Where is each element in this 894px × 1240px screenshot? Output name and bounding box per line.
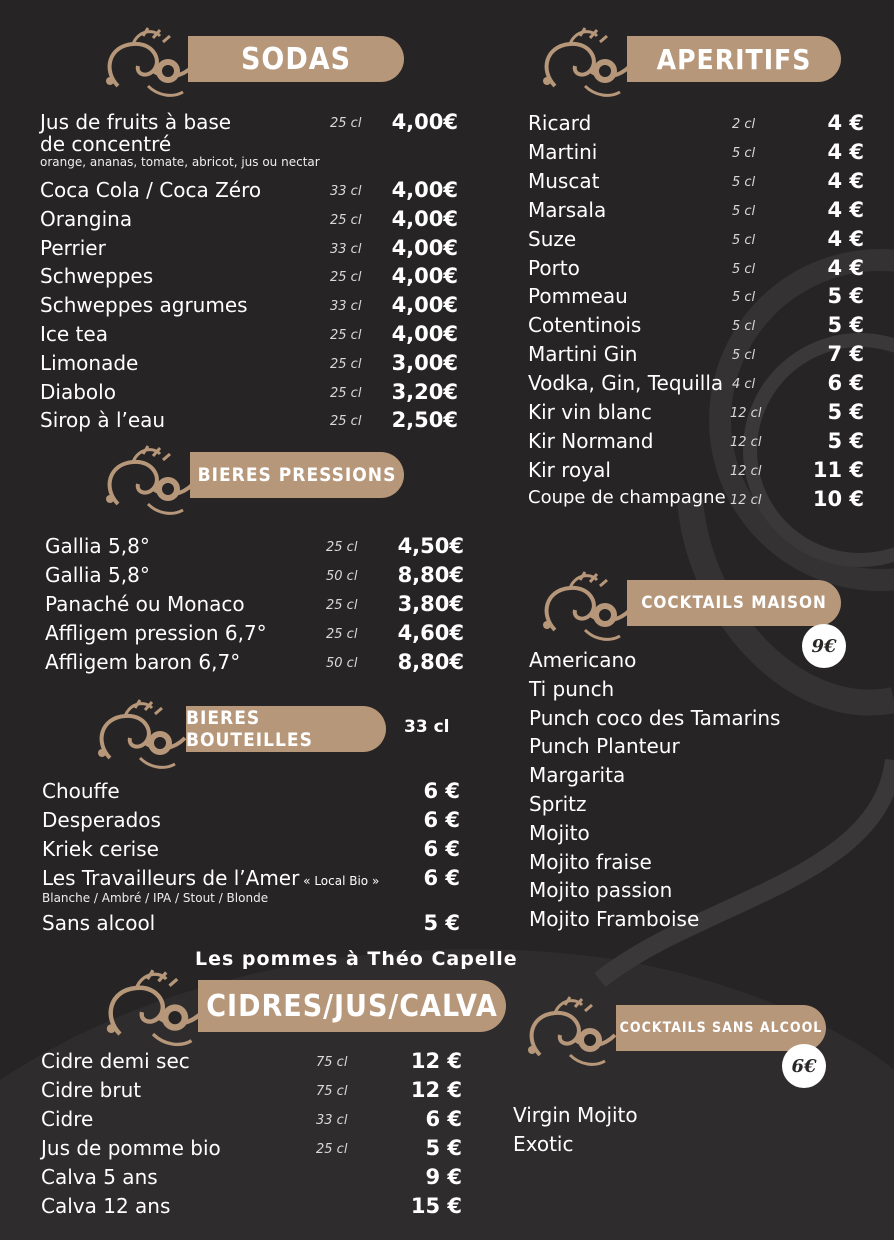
soda-subtitle: orange, ananas, tomate, abricot, jus ou nectar [40, 155, 320, 169]
aperitif-name: Cotentinois [528, 313, 642, 338]
bieres-pressions-banner [98, 452, 404, 498]
aperitif-volume: 2 cl [732, 117, 756, 132]
cocktails-sans-alcool-title: COCKTAILS SANS ALCOOL [616, 1005, 826, 1051]
aperitif-price: 4 € [827, 168, 864, 193]
aperitif-name: Kir vin blanc [528, 400, 652, 424]
biere-bouteille-price: 6 € [423, 808, 460, 832]
biere-pression-price: 4,60€ [397, 621, 464, 645]
cidre-volume: 75 cl [316, 1084, 348, 1099]
biere-pression-volume: 25 cl [326, 627, 358, 642]
soda-name: Schweppes agrumes [40, 293, 248, 318]
biere-bouteille-name: Kriek cerise [42, 837, 159, 861]
biere-pression-volume: 50 cl [326, 656, 358, 671]
soda-name: Diabolo [40, 379, 116, 404]
cidre-name: Cidre demi sec [41, 1049, 190, 1073]
cidres-title: CIDRES/JUS/CALVA [198, 980, 506, 1032]
biere-pression-name: Affligem pression 6,7° [45, 621, 267, 645]
soda-name: Sirop à l’eau [40, 408, 166, 433]
ornament-icon [535, 26, 635, 104]
soda-volume: 25 cl [330, 212, 362, 228]
soda-price: 4,00€ [391, 264, 458, 289]
biere-pression-price: 4,50€ [397, 534, 464, 558]
soda-price: 4,00€ [391, 206, 458, 231]
aperitif-price: 5 € [827, 428, 864, 453]
aperitif-price: 10 € [812, 486, 864, 511]
bieres-bouteilles-banner [90, 706, 390, 752]
soda-name: Schweppes [40, 264, 154, 289]
cocktail-sans-alcool-item: Virgin Mojito [513, 1103, 638, 1127]
soda-price: 4,00€ [391, 293, 458, 318]
cocktails-sans-alcool-banner [520, 1005, 826, 1051]
soda-volume: 33 cl [330, 241, 362, 257]
cocktail-maison-item: Mojito Framboise [529, 907, 700, 932]
biere-bouteille-price: 5 € [423, 911, 460, 935]
aperitif-price: 7 € [827, 342, 864, 367]
cocktail-maison-item: Mojito passion [529, 878, 673, 903]
soda-price: 4,00€ [391, 178, 458, 202]
cidre-volume: 75 cl [316, 1055, 348, 1070]
cidre-volume: 25 cl [316, 1142, 348, 1157]
soda-price: 3,20€ [391, 379, 458, 404]
aperitif-volume: 5 cl [732, 348, 756, 364]
aperitifs-banner [535, 36, 841, 82]
soda-name-line2: de concentré [40, 132, 172, 156]
biere-bouteille-name: Sans alcool [42, 911, 156, 935]
aperitif-volume: 5 cl [732, 290, 756, 306]
cocktails-maison-price-badge: 9€ [802, 624, 846, 668]
aperitif-volume: 12 cl [730, 434, 762, 450]
aperitif-name: Pommeau [528, 284, 628, 309]
aperitif-volume: 5 cl [732, 261, 756, 277]
soda-price: 3,00€ [391, 350, 458, 375]
aperitif-name: Vodka, Gin, Tequilla [528, 371, 724, 396]
soda-volume: 33 cl [330, 299, 362, 315]
aperitif-volume: 5 cl [732, 145, 756, 161]
cidre-name: Cidre [41, 1107, 94, 1131]
aperitif-volume: 4 cl [732, 377, 756, 393]
cidre-name: Calva 12 ans [41, 1194, 171, 1218]
cidre-name: Calva 5 ans [41, 1165, 158, 1189]
aperitif-price: 4 € [827, 255, 864, 280]
cocktails-sans-alcool-price-badge: 6€ [782, 1044, 826, 1088]
aperitif-volume: 5 cl [732, 232, 756, 248]
aperitif-volume: 5 cl [732, 203, 756, 219]
biere-pression-price: 3,80€ [397, 592, 464, 616]
aperitif-volume: 12 cl [730, 463, 762, 479]
aperitifs-title: APERITIFS [627, 36, 841, 82]
aperitif-volume: 12 cl [730, 406, 762, 421]
bieres-pressions-title: BIERES PRESSIONS [190, 452, 404, 498]
soda-volume: 25 cl [330, 356, 362, 372]
soda-volume: 25 cl [330, 270, 362, 286]
cidre-name: Cidre brut [41, 1078, 142, 1102]
aperitif-name: Porto [528, 255, 580, 280]
biere-bouteille-name: Chouffe [42, 779, 120, 803]
cocktail-sans-alcool-item: Exotic [513, 1132, 574, 1156]
aperitif-price: 11 € [812, 457, 864, 482]
cocktail-maison-item: Mojito [529, 820, 590, 845]
biere-bouteille-name: Desperados [42, 808, 161, 832]
cidres-tagline: Les pommes à Théo Capelle [195, 948, 518, 970]
soda-price: 4,00€ [391, 235, 458, 260]
soda-volume: 25 cl [330, 385, 362, 401]
aperitif-name: Suze [528, 226, 577, 251]
soda-volume: 25 cl [330, 116, 362, 131]
ornament-icon [98, 968, 208, 1054]
aperitif-name: Kir Normand [528, 428, 654, 453]
biere-pression-price: 8,80€ [397, 650, 464, 674]
biere-pression-price: 8,80€ [397, 563, 464, 587]
cocktails-maison-banner [535, 580, 841, 626]
biere-bouteille-price: 6 € [423, 866, 460, 890]
biere-pression-name: Affligem baron 6,7° [45, 650, 241, 674]
aperitif-volume: 5 cl [732, 174, 756, 190]
cocktail-maison-item: Americano [529, 648, 637, 672]
aperitif-price: 5 € [827, 313, 864, 338]
biere-pression-volume: 25 cl [326, 540, 358, 555]
cocktail-maison-item: Punch coco des Tamarins [529, 705, 781, 730]
aperitif-price: 4 € [827, 197, 864, 222]
aperitif-price: 6 € [827, 371, 864, 396]
aperitif-name: Martini [528, 139, 598, 164]
ornament-icon [90, 698, 190, 776]
bieres-bouteilles-title: BIERES BOUTEILLES [186, 706, 386, 752]
bieres-bouteilles-volume: 33 cl [404, 717, 450, 737]
soda-volume: 33 cl [330, 184, 362, 199]
biere-pression-volume: 25 cl [326, 598, 358, 613]
soda-name: Ice tea [40, 322, 108, 346]
cocktail-maison-item: Ti punch [529, 676, 615, 701]
cidre-name: Jus de pomme bio [41, 1136, 221, 1160]
soda-volume: 25 cl [330, 328, 362, 343]
cidre-price: 6 € [425, 1107, 462, 1131]
soda-name: Jus de fruits à base [40, 110, 232, 134]
biere-pression-name: Gallia 5,8° [45, 563, 150, 587]
aperitif-name: Marsala [528, 197, 607, 222]
soda-name: Perrier [40, 235, 106, 260]
aperitif-volume: 5 cl [732, 319, 756, 335]
aperitif-name: Kir royal [528, 457, 611, 482]
aperitif-price: 4 € [827, 111, 864, 135]
cidre-price: 5 € [425, 1136, 462, 1160]
ornament-icon [98, 26, 198, 104]
biere-pression-name: Gallia 5,8° [45, 534, 150, 558]
cocktail-maison-item: Spritz [529, 792, 587, 816]
soda-price: 4,00€ [391, 110, 458, 134]
cocktails-maison-title: COCKTAILS MAISON [627, 580, 841, 626]
biere-bouteille-price: 6 € [423, 837, 460, 861]
aperitif-name: Ricard [528, 111, 592, 135]
ornament-icon [98, 444, 198, 522]
aperitif-volume: 12 cl [730, 492, 762, 508]
cidres-banner [98, 980, 506, 1032]
biere-bouteille-subtitle: Blanche / Ambré / IPA / Stout / Blonde [42, 891, 269, 905]
aperitif-price: 5 € [827, 400, 864, 424]
cidre-price: 15 € [410, 1194, 462, 1218]
soda-volume: 25 cl [330, 414, 362, 430]
cidre-price: 12 € [410, 1078, 462, 1102]
aperitif-name: Coupe de champagne [528, 486, 726, 508]
soda-name: Coca Cola / Coca Zéro [40, 178, 262, 202]
soda-name: Orangina [40, 206, 133, 231]
aperitif-name: Muscat [528, 168, 600, 193]
soda-name: Limonade [40, 350, 139, 375]
biere-pression-volume: 50 cl [326, 569, 358, 584]
cidre-price: 9 € [425, 1165, 462, 1189]
cidre-price: 12 € [410, 1049, 462, 1073]
cocktail-maison-item: Mojito fraise [529, 849, 652, 874]
cocktail-maison-item: Punch Planteur [529, 734, 680, 759]
cocktail-maison-item: Margarita [529, 763, 626, 788]
ornament-icon [535, 570, 635, 648]
aperitif-price: 4 € [827, 139, 864, 164]
sodas-title: SODAS [188, 36, 404, 82]
biere-bouteille-price: 6 € [423, 779, 460, 803]
biere-pression-name: Panaché ou Monaco [45, 592, 245, 616]
soda-price: 2,50€ [391, 408, 458, 433]
biere-bouteille-name: Les Travailleurs de l’Amer « Local Bio » [42, 866, 380, 890]
sodas-banner [98, 36, 404, 82]
ornament-icon [520, 995, 620, 1073]
aperitif-price: 5 € [827, 284, 864, 309]
cidre-volume: 33 cl [316, 1113, 348, 1128]
aperitif-price: 4 € [827, 226, 864, 251]
aperitif-name: Martini Gin [528, 342, 638, 367]
soda-price: 4,00€ [391, 322, 458, 346]
